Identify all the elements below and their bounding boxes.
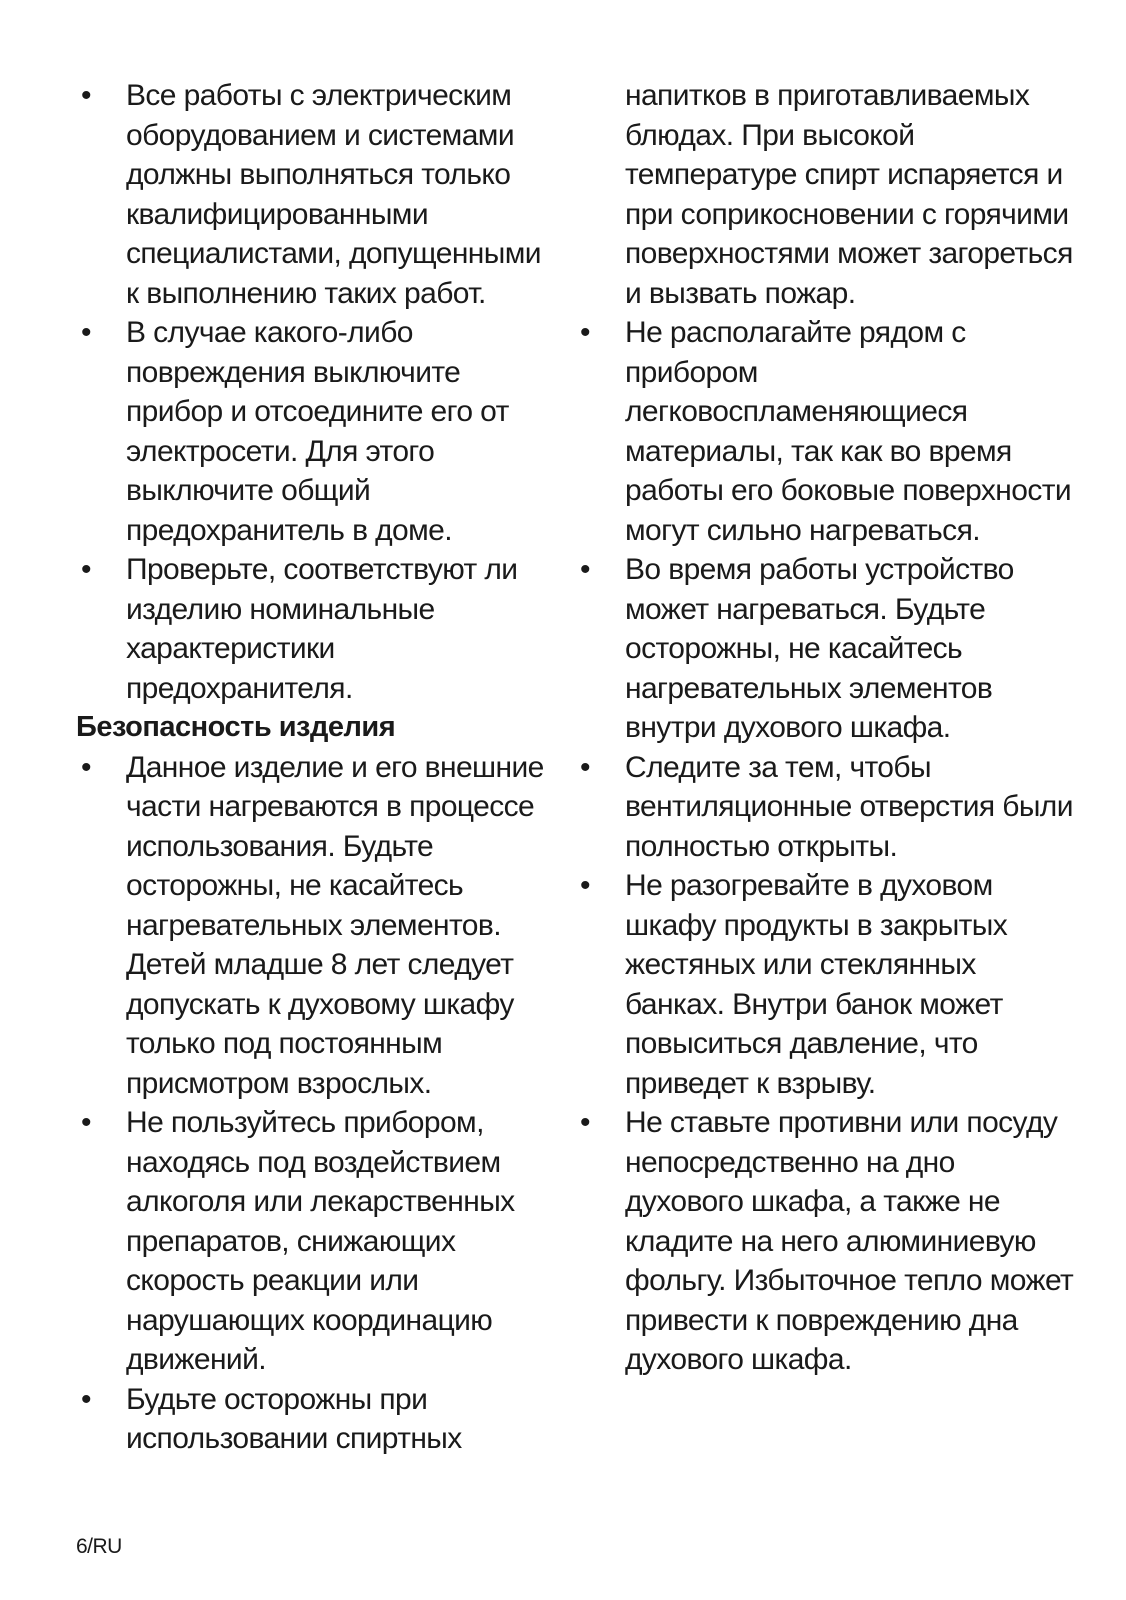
list-item [76,1103,556,1380]
right-column [575,76,1075,1380]
list-item [575,313,1075,550]
bullet: • [580,316,590,349]
list-item-text: Следите за тем, чтобы вентиляционные отверстия были полностью открыты. [625,750,1073,863]
bullet: • [81,1382,91,1416]
list-item [76,550,556,708]
list-item [575,1103,1075,1380]
section-heading: Безопасность изделия [76,711,396,743]
list-item [575,748,1075,867]
list-item-text: Проверьте, соответствуют ли изделию номинальные характеристики предохранителя. [126,553,518,705]
list-item-text: Не разогревайте в духовом шкафу продукты в закрытых жестяных или стеклянных банках. Внутри банок может повыситься давление, что приведет к взрыву. [625,869,1008,1100]
bullet: • [580,553,590,586]
bullet: • [81,553,91,586]
continued-text: напитков в приготавливаемых блюдах. При высокой температуре спирт испаряется и при соприкосновении с горячими поверхностями может загореться и вызвать пожар. [625,79,1073,310]
list-item-text: Не располагайте рядом с прибором легковоспламеняющиеся материалы, так как во время работы его боковые поверхности могут сильно нагреваться. [625,316,1072,547]
list-item-text: Не пользуйтесь прибором, находясь под воздействием алкоголя или лекарственных препаратов, снижающих скорость реакции или нарушающих координацию движений. [126,1106,515,1376]
left-column [76,76,556,1459]
list-item-text: Будьте осторожны при использовании спиртных [126,1382,462,1455]
list-item-text: Все работы с электрическим оборудованием и системами должны выполняться только квалифицированными специалистами, допущенными к выполнению таких работ. [126,79,541,310]
list-item [76,313,556,550]
list-item [76,1380,556,1459]
bullet: • [81,79,91,112]
bullet: • [81,316,91,349]
bullet: • [81,750,91,784]
bullet: • [81,1106,91,1139]
list-item-text: Не ставьте противни или посуду непосредственно на дно духового шкафа, а также не кладите на него алюминиевую фольгу. Избыточное тепло может привести к повреждению дна духового шкафа. [625,1106,1074,1376]
list-item-text: Данное изделие и его внешние части нагреваются в процессе использования. Будьте осторожны, не касайтесь нагревательных элементов. Детей младше 8 лет следует допускать к духовому шкафу только под постоянным присмотром взрослых. [126,750,544,1100]
list-item [76,748,556,1104]
bullet: • [580,750,590,784]
list-item [575,550,1075,748]
bullet: • [580,869,590,902]
page-number: 6/RU [76,1535,122,1558]
list-item-text: Во время работы устройство может нагреваться. Будьте осторожны, не касайтесь нагревательных элементов внутри духового шкафа. [625,553,1014,744]
list-item-text: В случае какого-либо повреждения выключите прибор и отсоедините его от электросети. Для этого выключите общий предохранитель в доме. [126,316,509,547]
list-item [76,76,556,313]
list-item [575,866,1075,1103]
bullet: • [580,1106,590,1139]
